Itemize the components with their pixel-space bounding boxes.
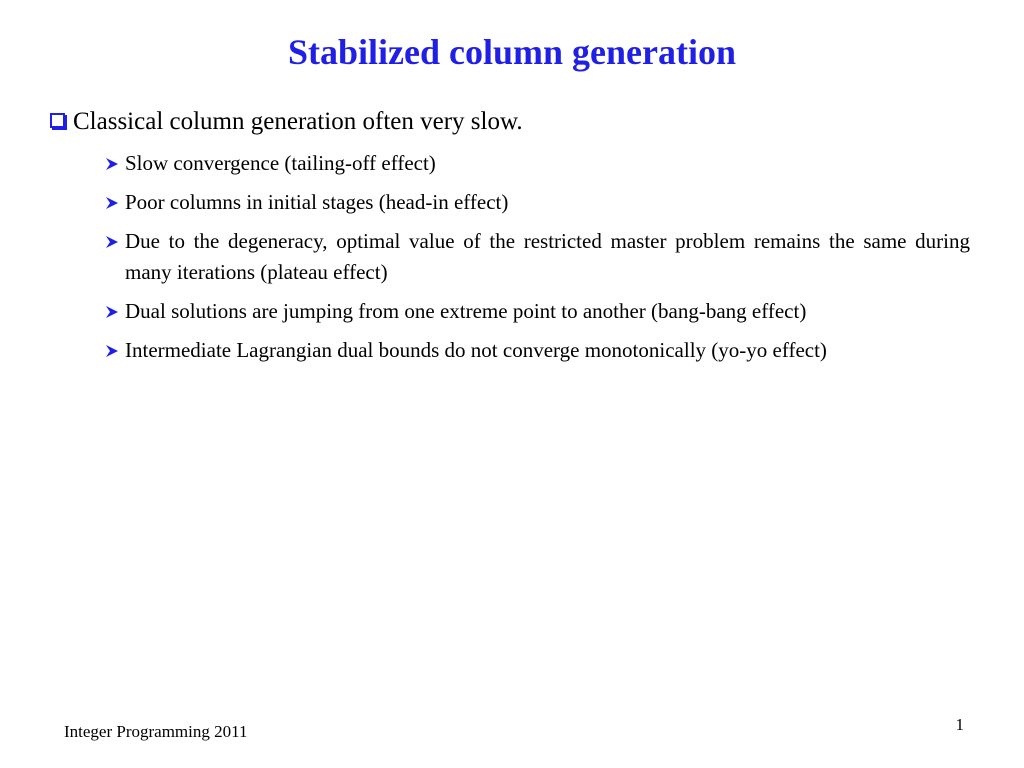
arrowhead-bullet-icon xyxy=(104,234,120,250)
page-number: 1 xyxy=(955,715,964,734)
hollow-square-bullet-icon xyxy=(50,113,65,128)
arrowhead-bullet-icon xyxy=(104,195,120,211)
arrowhead-bullet-icon xyxy=(104,156,120,172)
main-bullet-point xyxy=(50,106,980,138)
footer-course-title: Integer Programming 2011 xyxy=(64,722,248,741)
sub-bullet-text: Due to the degeneracy, optimal value of the restricted master problem remains the same during many iterations (plateau effect) xyxy=(125,229,970,284)
arrowhead-bullet-icon xyxy=(104,343,120,359)
sub-bullet-item xyxy=(104,148,970,179)
slide-title: Stabilized column generation xyxy=(288,32,736,72)
sub-bullet-item xyxy=(104,335,970,366)
main-bullet-text: Classical column generation often very slow. xyxy=(73,108,523,135)
sub-bullet-text: Poor columns in initial stages (head-in effect) xyxy=(125,190,509,214)
sub-bullet-item xyxy=(104,226,970,288)
sub-bullet-list xyxy=(104,148,970,374)
sub-bullet-text: Slow convergence (tailing-off effect) xyxy=(125,151,436,175)
sub-bullet-item xyxy=(104,296,970,327)
arrowhead-bullet-icon xyxy=(104,304,120,320)
sub-bullet-text: Dual solutions are jumping from one extreme point to another (bang-bang effect) xyxy=(125,299,807,323)
sub-bullet-item xyxy=(104,187,970,218)
sub-bullet-text: Intermediate Lagrangian dual bounds do not converge monotonically (yo-yo effect) xyxy=(125,338,827,362)
